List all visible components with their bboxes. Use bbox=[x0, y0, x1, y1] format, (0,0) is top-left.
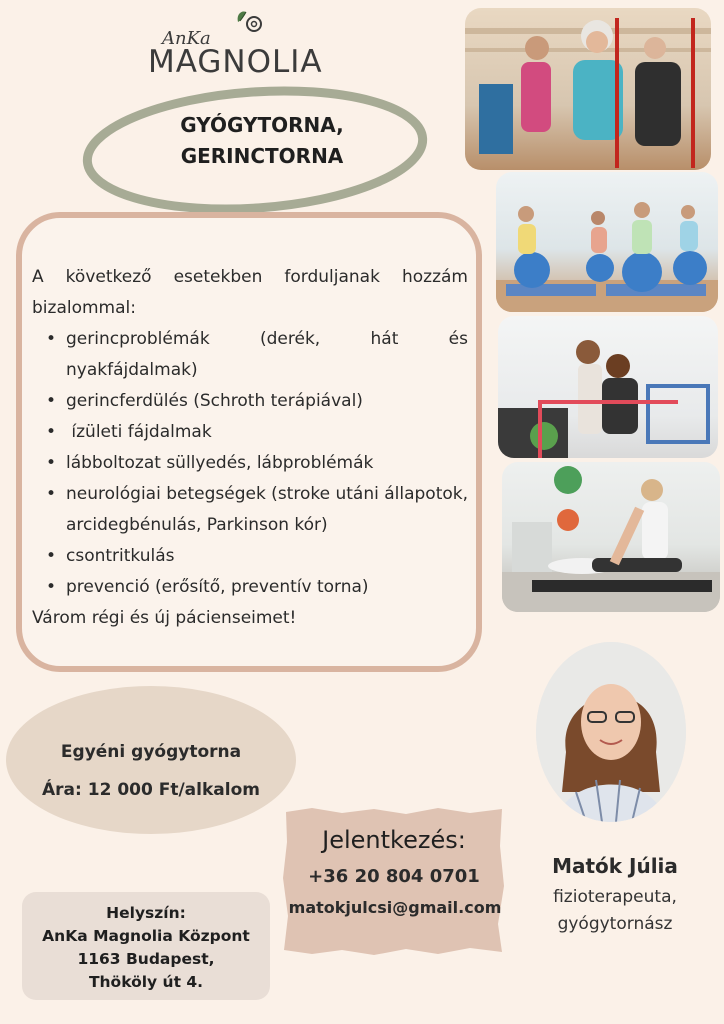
closing-text: Várom régi és új pácienseimet! bbox=[32, 608, 297, 628]
list-item: • gerincproblémák (derék, hát és nyakfájdalmak) bbox=[66, 324, 468, 386]
list-item: • prevenció (erősítő, preventív torna) bbox=[66, 572, 468, 603]
list-item: • csontritkulás bbox=[66, 541, 468, 572]
title-line-1: GYÓGYTORNA, bbox=[180, 113, 344, 137]
contact-title: Jelentkezés: bbox=[322, 826, 466, 854]
portrait-photo bbox=[536, 642, 686, 822]
logo-anka: AnKa bbox=[162, 28, 211, 49]
role-line-2: gyógytornász bbox=[557, 914, 673, 934]
conditions-content bbox=[32, 262, 468, 634]
conditions-list bbox=[32, 324, 468, 603]
list-item: • lábboltozat süllyedés, lábproblémák bbox=[66, 448, 468, 479]
location-city: 1163 Budapest, bbox=[77, 950, 215, 968]
photo-band-exercise bbox=[498, 316, 718, 458]
contact-phone[interactable]: +36 20 804 0701 bbox=[308, 866, 480, 887]
list-item: • neurológiai betegségek (stroke utáni állapotok, arcidegbénulás, Parkinson kór) bbox=[66, 479, 468, 541]
service-price: Ára: 12 000 Ft/alkalom bbox=[42, 780, 260, 800]
person-name: Matók Júlia bbox=[552, 854, 678, 878]
intro-text: A következő esetekben forduljanak hozzám bizalommal: bbox=[32, 267, 468, 318]
title-line-2: GERINCTORNA bbox=[180, 144, 344, 168]
magnolia-leaf-icon bbox=[230, 8, 266, 36]
photo-seniors-exercise bbox=[465, 8, 711, 170]
location-street: Thököly út 4. bbox=[88, 973, 204, 991]
page-title bbox=[130, 110, 394, 172]
contact-email[interactable]: matokjulcsi@gmail.com bbox=[288, 898, 502, 917]
role-line-1: fizioterapeuta, bbox=[553, 887, 677, 907]
logo-magnolia: MAGNOLIA bbox=[148, 44, 323, 80]
location-place: AnKa Magnolia Központ bbox=[42, 927, 250, 945]
person-role bbox=[522, 884, 708, 938]
photo-pregnancy-ball-class bbox=[496, 172, 718, 312]
list-item: • ízületi fájdalmak bbox=[66, 417, 468, 448]
location-text bbox=[22, 902, 270, 994]
location-label: Helyszín: bbox=[106, 904, 186, 922]
list-item: • gerincferdülés (Schroth terápiával) bbox=[66, 386, 468, 417]
photo-reformer-therapy bbox=[502, 462, 720, 612]
service-name: Egyéni gyógytorna bbox=[60, 742, 242, 762]
